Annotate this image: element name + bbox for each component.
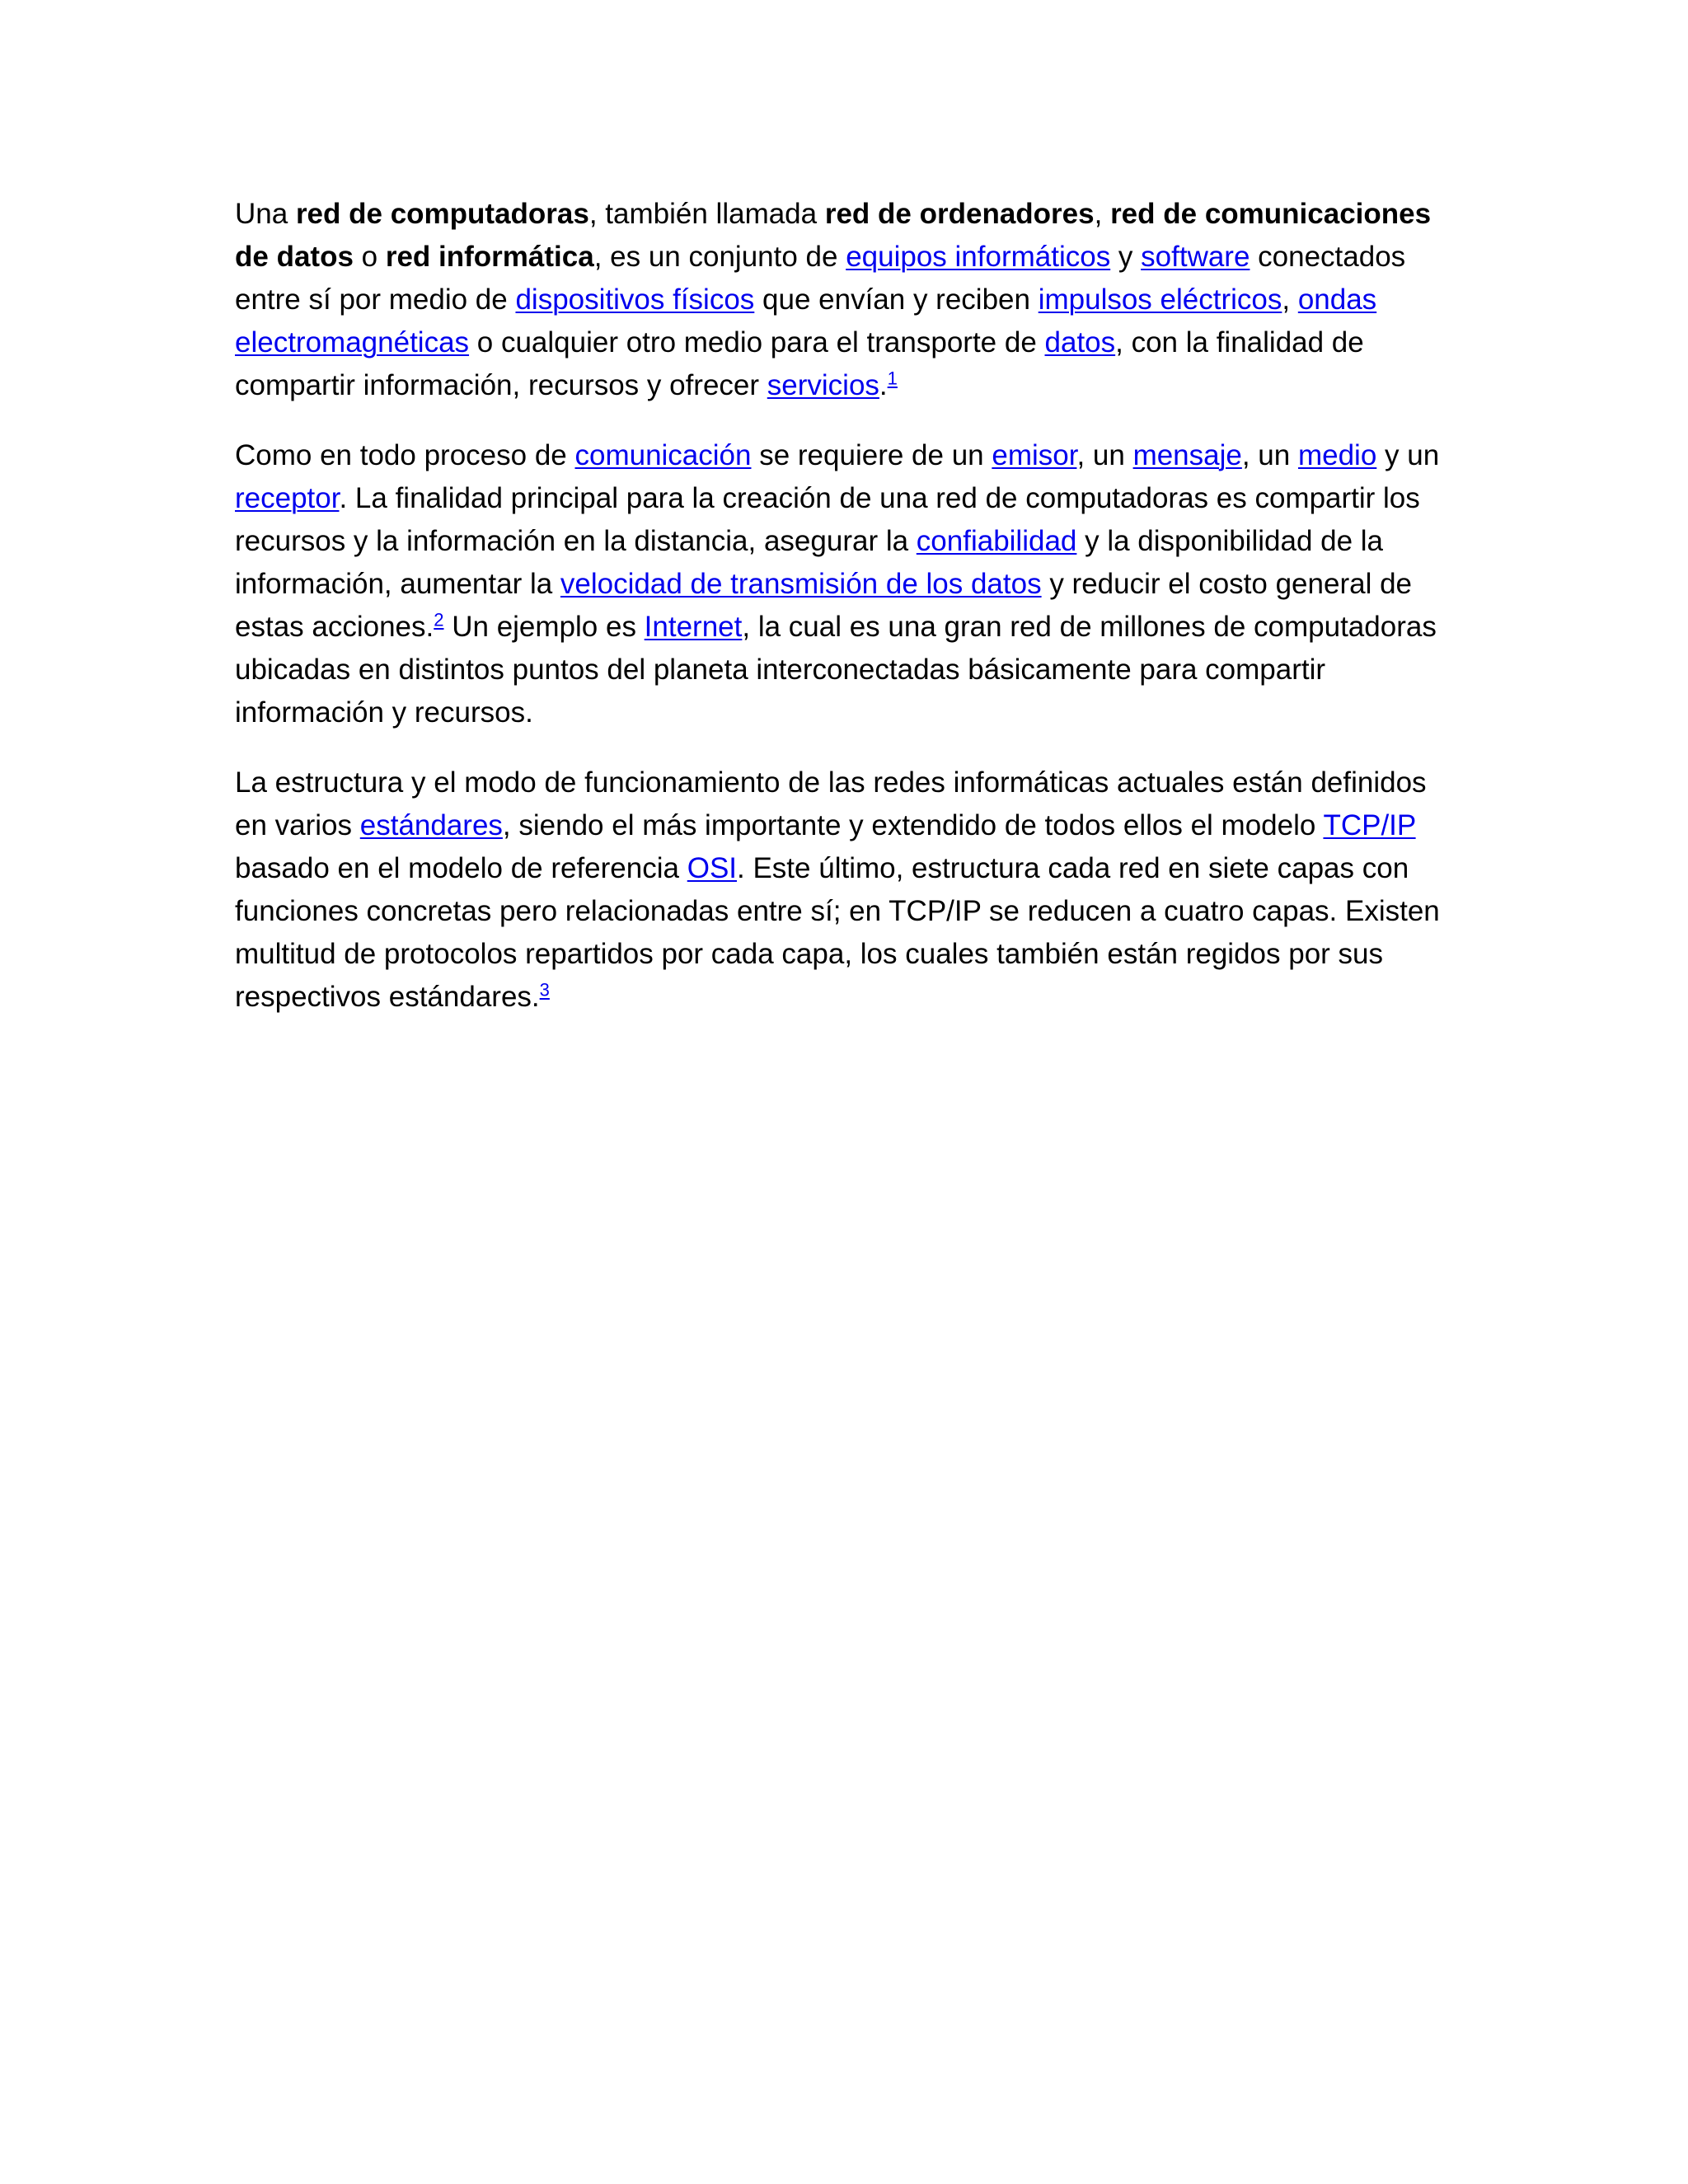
link-osi[interactable]: OSI — [687, 852, 738, 884]
link-ondas-electromagneticas[interactable]: ondas electromagnéticas — [235, 284, 1377, 359]
link-comunicacion[interactable]: comunicación — [574, 439, 752, 471]
text-run: basado en el modelo de referencia — [235, 852, 687, 884]
link-dispositivos-fisicos[interactable]: dispositivos físicos — [515, 284, 755, 316]
text-run: , la cual es una gran red de millones de computadoras ubicadas en distintos puntos del planeta interconectadas básicamente para compartir información y recursos. — [235, 611, 1437, 729]
text-run: , — [1094, 198, 1111, 230]
bold-term: red de computadoras — [295, 198, 589, 230]
footnote-ref — [888, 368, 898, 388]
text-run: y reducir el costo general de estas acciones. — [235, 568, 1413, 643]
link-servicios[interactable]: servicios — [767, 369, 879, 401]
text-run: . Este último, estructura cada red en siete capas con funciones concretas pero relacionadas entre sí; en TCP/IP se reducen a cuatro capas. Existen multitud de protocolos repartidos por cada capa, los cuales también están regidos por sus respectivos estándares. — [235, 852, 1440, 1013]
text-run: , es un conjunto de — [593, 241, 846, 273]
link-tcp-ip[interactable]: TCP/IP — [1323, 809, 1416, 841]
paragraph-structure — [235, 762, 1455, 1019]
link-mensaje[interactable]: mensaje — [1132, 439, 1242, 471]
link-software[interactable]: software — [1141, 241, 1250, 273]
bold-term: red informática — [385, 241, 594, 273]
footnote-ref — [434, 609, 443, 630]
text-run: o — [353, 241, 386, 273]
link-internet[interactable]: Internet — [644, 611, 743, 643]
bold-term: red de ordenadores — [824, 198, 1095, 230]
text-run: , siendo el más importante y extendido de todos ellos el modelo — [502, 809, 1324, 841]
link-impulsos-electricos[interactable]: impulsos eléctricos — [1038, 284, 1282, 316]
text-run: . — [879, 369, 888, 401]
footnote-link-3[interactable]: 3 — [539, 979, 550, 1001]
text-run: y la disponibilidad de la información, aumentar la — [235, 525, 1384, 600]
text-run: Como en todo proceso de — [235, 439, 575, 471]
link-emisor[interactable]: emisor — [992, 439, 1077, 471]
link-receptor[interactable]: receptor — [235, 482, 340, 514]
text-run: conectados entre sí por medio de — [235, 241, 1406, 316]
bold-term: red de comunicaciones de datos — [235, 198, 1432, 273]
text-run: y — [1110, 241, 1142, 273]
text-run: , con la finalidad de compartir información, recursos y ofrecer — [235, 326, 1364, 401]
text-run: o cualquier otro medio para el transporte de — [469, 326, 1045, 359]
text-run: . La finalidad principal para la creación de una red de computadoras es compartir los recursos y la información en la distancia, asegurar la — [235, 482, 1420, 557]
link-equipos-informaticos[interactable]: equipos informáticos — [846, 241, 1111, 273]
text-run: , un — [1076, 439, 1133, 471]
link-estandares[interactable]: estándares — [359, 809, 503, 841]
text-run: , también llamada — [588, 198, 825, 230]
paragraph-communication — [235, 434, 1455, 734]
paragraph-intro — [235, 193, 1455, 407]
text-run: Un ejemplo es — [443, 611, 645, 643]
text-run: y un — [1376, 439, 1440, 471]
link-velocidad-de-transmision-de-los-datos[interactable]: velocidad de transmisión de los datos — [560, 568, 1042, 600]
link-confiabilidad[interactable]: confiabilidad — [916, 525, 1077, 557]
link-medio[interactable]: medio — [1297, 439, 1377, 471]
text-run: La estructura y el modo de funcionamiento de las redes informáticas actuales están definidos en varios — [235, 766, 1427, 841]
footnote-link-1[interactable]: 1 — [887, 368, 898, 389]
text-run: que envían y reciben — [754, 284, 1039, 316]
document-page — [235, 193, 1455, 1019]
footnote-ref — [540, 979, 550, 1000]
footnote-link-2[interactable]: 2 — [434, 609, 444, 630]
link-datos[interactable]: datos — [1044, 326, 1116, 359]
text-run: , — [1282, 284, 1298, 316]
text-run: se requiere de un — [751, 439, 992, 471]
text-run: Una — [235, 198, 296, 230]
text-run: , un — [1241, 439, 1298, 471]
